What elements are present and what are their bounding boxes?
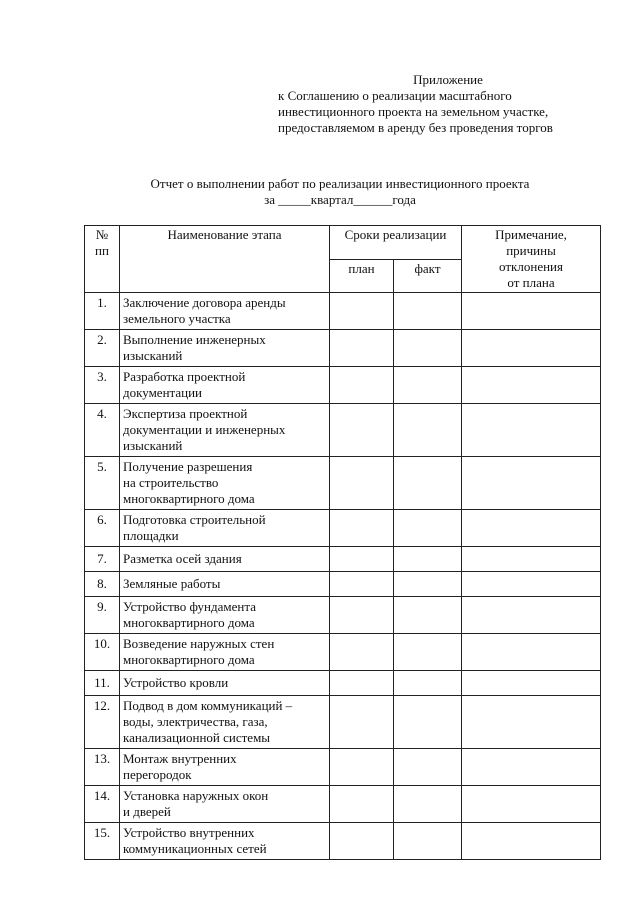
row-fact-cell — [394, 597, 462, 634]
row-number: 2. — [85, 330, 120, 367]
row-stage — [120, 786, 330, 823]
row-plan-cell — [330, 696, 394, 749]
appendix-title: Приложение — [413, 72, 483, 87]
header-note — [462, 226, 601, 293]
row-note-cell — [462, 786, 601, 823]
report-table — [84, 225, 601, 860]
row-stage — [120, 367, 330, 404]
row-note-cell — [462, 293, 601, 330]
header-note-line: Примечание, — [495, 227, 567, 242]
header-plan: план — [330, 259, 394, 293]
row-number: 15. — [85, 823, 120, 860]
row-plan-cell — [330, 510, 394, 547]
row-stage-line: Подготовка строительной — [123, 512, 266, 527]
row-fact-cell — [394, 749, 462, 786]
row-number: 12. — [85, 696, 120, 749]
row-stage-line: Экспертиза проектной — [123, 406, 248, 421]
row-stage — [120, 404, 330, 457]
row-stage-line: Получение разрешения — [123, 459, 253, 474]
row-stage-line: Разметка осей здания — [123, 551, 242, 566]
row-number: 13. — [85, 749, 120, 786]
table-row — [85, 634, 601, 671]
row-stage-line: Устройство фундамента — [123, 599, 256, 614]
row-plan-cell — [330, 597, 394, 634]
row-stage — [120, 597, 330, 634]
row-stage-line: Монтаж внутренних — [123, 751, 237, 766]
row-note-cell — [462, 457, 601, 510]
row-fact-cell — [394, 547, 462, 572]
row-stage-line: документации и инженерных — [123, 422, 286, 437]
row-stage-line: многоквартирного дома — [123, 652, 255, 667]
row-stage — [120, 696, 330, 749]
row-stage-line: многоквартирного дома — [123, 615, 255, 630]
header-number-symbol: № — [95, 227, 109, 242]
row-fact-cell — [394, 293, 462, 330]
row-number: 11. — [85, 671, 120, 696]
table-row — [85, 457, 601, 510]
row-stage-line: изысканий — [123, 348, 183, 363]
row-plan-cell — [330, 671, 394, 696]
header-number — [85, 226, 120, 293]
row-number: 4. — [85, 404, 120, 457]
row-fact-cell — [394, 823, 462, 860]
table-row — [85, 786, 601, 823]
row-stage-line: коммуникационных сетей — [123, 841, 267, 856]
row-note-cell — [462, 749, 601, 786]
header-terms: Сроки реализации — [330, 226, 462, 260]
header-note-line: причины — [506, 243, 556, 258]
row-fact-cell — [394, 404, 462, 457]
row-stage-line: Подвод в дом коммуникаций – — [123, 698, 293, 713]
row-fact-cell — [394, 786, 462, 823]
table-row — [85, 404, 601, 457]
table-row — [85, 671, 601, 696]
row-fact-cell — [394, 572, 462, 597]
row-fact-cell — [394, 367, 462, 404]
row-stage-line: Выполнение инженерных — [123, 332, 266, 347]
row-stage-line: земельного участка — [123, 311, 231, 326]
row-note-cell — [462, 696, 601, 749]
table-row — [85, 749, 601, 786]
row-stage-line: площадки — [123, 528, 179, 543]
row-note-cell — [462, 330, 601, 367]
row-stage-line: и дверей — [123, 804, 171, 819]
table-row — [85, 510, 601, 547]
row-stage — [120, 547, 330, 572]
row-stage — [120, 293, 330, 330]
row-note-cell — [462, 823, 601, 860]
row-number: 14. — [85, 786, 120, 823]
row-note-cell — [462, 404, 601, 457]
row-plan-cell — [330, 749, 394, 786]
row-fact-cell — [394, 671, 462, 696]
table-header-row — [85, 226, 601, 260]
row-plan-cell — [330, 457, 394, 510]
appendix-line: к Соглашению о реализации масштабного — [278, 88, 512, 103]
row-stage-line: документации — [123, 385, 203, 400]
row-stage — [120, 634, 330, 671]
row-stage-line: воды, электричества, газа, — [123, 714, 268, 729]
row-number: 6. — [85, 510, 120, 547]
row-fact-cell — [394, 634, 462, 671]
header-number-abbr: пп — [95, 243, 109, 258]
report-period: за _____квартал______года — [264, 192, 416, 207]
header-note-line: отклонения — [499, 259, 563, 274]
row-stage-line: Устройство внутренних — [123, 825, 255, 840]
header-fact: факт — [394, 259, 462, 293]
row-note-cell — [462, 547, 601, 572]
row-number: 1. — [85, 293, 120, 330]
row-note-cell — [462, 597, 601, 634]
table-row — [85, 293, 601, 330]
row-stage — [120, 457, 330, 510]
header-stage-name: Наименование этапа — [120, 226, 330, 293]
table-row — [85, 330, 601, 367]
row-number: 5. — [85, 457, 120, 510]
appendix-line: предоставляемом в аренду без проведения торгов — [278, 120, 553, 135]
row-fact-cell — [394, 696, 462, 749]
row-number: 7. — [85, 547, 120, 572]
row-stage-line: Возведение наружных стен — [123, 636, 275, 651]
table-body — [85, 293, 601, 860]
row-note-cell — [462, 671, 601, 696]
table-row — [85, 367, 601, 404]
row-stage-line: канализационной системы — [123, 730, 271, 745]
row-plan-cell — [330, 823, 394, 860]
row-stage — [120, 572, 330, 597]
row-stage — [120, 749, 330, 786]
row-stage-line: Земляные работы — [123, 576, 221, 591]
row-plan-cell — [330, 572, 394, 597]
table-row — [85, 823, 601, 860]
row-stage-line: Заключение договора аренды — [123, 295, 286, 310]
row-fact-cell — [394, 457, 462, 510]
row-plan-cell — [330, 634, 394, 671]
table-row — [85, 597, 601, 634]
row-stage-line: изысканий — [123, 438, 183, 453]
row-stage-line: Установка наружных окон — [123, 788, 269, 803]
row-stage-line: перегородок — [123, 767, 192, 782]
row-note-cell — [462, 367, 601, 404]
row-plan-cell — [330, 547, 394, 572]
row-stage-line: многоквартирного дома — [123, 491, 255, 506]
row-plan-cell — [330, 293, 394, 330]
row-stage — [120, 823, 330, 860]
appendix-header — [278, 72, 608, 136]
table-row — [85, 572, 601, 597]
row-plan-cell — [330, 330, 394, 367]
row-plan-cell — [330, 367, 394, 404]
row-number: 9. — [85, 597, 120, 634]
table-row — [85, 696, 601, 749]
appendix-line: инвестиционного проекта на земельном участке, — [278, 104, 549, 119]
row-stage-line: на строительство — [123, 475, 219, 490]
row-fact-cell — [394, 510, 462, 547]
row-number: 10. — [85, 634, 120, 671]
row-number: 8. — [85, 572, 120, 597]
row-stage-line: Устройство кровли — [123, 675, 229, 690]
header-note-line: от плана — [507, 275, 555, 290]
row-stage — [120, 510, 330, 547]
report-title: Отчет о выполнении работ по реализации инвестиционного проекта — [150, 176, 530, 191]
row-plan-cell — [330, 404, 394, 457]
row-number: 3. — [85, 367, 120, 404]
row-note-cell — [462, 634, 601, 671]
table-row — [85, 547, 601, 572]
row-fact-cell — [394, 330, 462, 367]
row-note-cell — [462, 510, 601, 547]
row-stage-line: Разработка проектной — [123, 369, 246, 384]
row-stage — [120, 330, 330, 367]
row-stage — [120, 671, 330, 696]
row-plan-cell — [330, 786, 394, 823]
row-note-cell — [462, 572, 601, 597]
